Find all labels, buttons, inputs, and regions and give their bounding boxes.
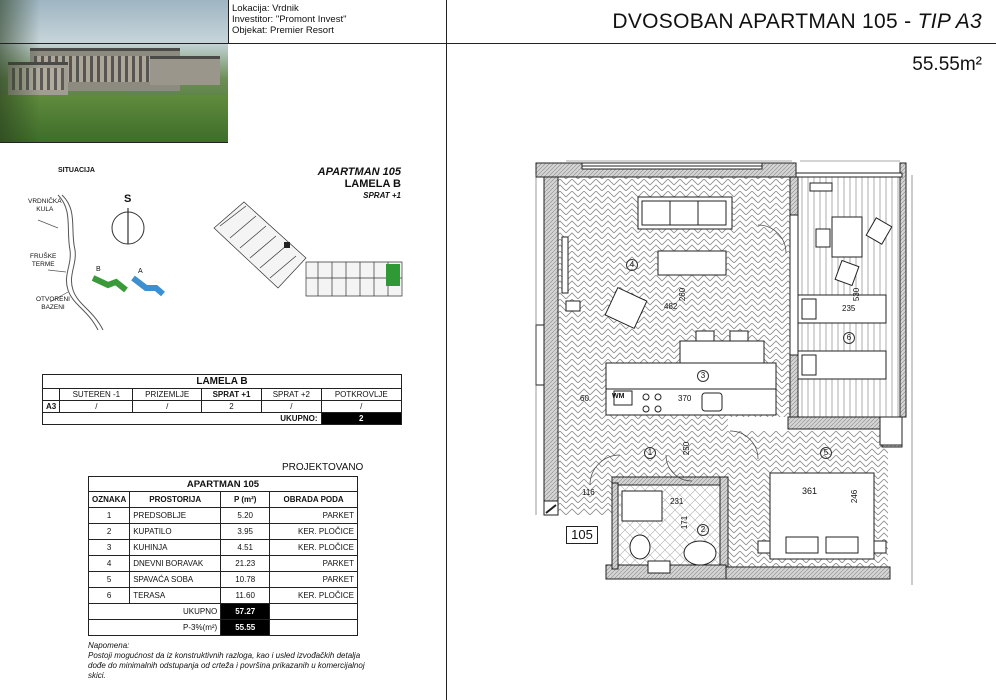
vk1: VRDNIČKA (28, 198, 62, 205)
apartment-highlight (386, 264, 400, 286)
room-oznaka: 1 (89, 508, 130, 524)
dim-370: 370 (678, 394, 692, 403)
page-title (612, 10, 982, 34)
washing-machine-label: WM (612, 393, 625, 400)
title-tip: TIP A3 (917, 10, 982, 33)
room-number-6: 6 (843, 332, 855, 344)
dim-116: 116 (582, 488, 595, 497)
room-name: PREDSOBLJE (130, 508, 221, 524)
room-floor: KER. PLOČICE (270, 540, 358, 556)
lamela-cell-3: 2 (201, 401, 261, 413)
title-main: DVOSOBAN APARTMAN 105 - (612, 10, 918, 33)
lamela-cell-0: A3 (43, 401, 60, 413)
rooms-header-obrada: OBRADA PODA (270, 492, 358, 508)
ft1: FRUŠKE (30, 253, 57, 260)
room-name: TERASA (130, 588, 221, 604)
ob2: BAZENI (41, 304, 65, 311)
lamela-a-shape (133, 278, 163, 294)
lamela-header-5: POTKROVLJE (321, 389, 401, 401)
room-floor: PARKET (270, 508, 358, 524)
lamela-cell-5: / (321, 401, 401, 413)
table-row (89, 524, 358, 540)
room-oznaka: 6 (89, 588, 130, 604)
lamela-header-4: SPRAT +2 (262, 389, 321, 401)
lamela-cell-1: / (60, 401, 133, 413)
room-name: KUHINJA (130, 540, 221, 556)
room-floor: PARKET (270, 556, 358, 572)
apartment-number-tag: 105 (566, 526, 598, 544)
apt-label-line2: LAMELA B (344, 178, 401, 190)
room-name: KUPATILO (130, 524, 221, 540)
rooms-p3-value: 55.55 (221, 620, 270, 636)
lamela-header-0 (43, 389, 60, 401)
dim-361: 361 (802, 486, 818, 496)
rooms-header-oznaka: OZNAKA (89, 492, 130, 508)
room-number-5: 5 (820, 447, 832, 459)
lamela-ukupno-label: UKUPNO: (43, 413, 322, 425)
dim-246: 246 (850, 489, 860, 504)
room-oznaka: 5 (89, 572, 130, 588)
apartment-area: 55.55m² (912, 54, 982, 75)
lamela-table (42, 374, 402, 425)
dim-482: 482 (664, 302, 678, 311)
napomena-text: Postoji mogućnost da iz konstruktivnih razloga, kao i usled izvođačkih detalja dođe do minimalnih odstupanja od crteža i površina prikazanih u komercijalnoj skici. (88, 651, 365, 680)
room-number-1: 1 (644, 447, 656, 459)
room-oznaka: 4 (89, 556, 130, 572)
room-area: 10.78 (221, 572, 270, 588)
dim-260: 260 (678, 287, 688, 302)
napomena (88, 641, 368, 681)
lamela-header-1: SUTEREN -1 (60, 389, 133, 401)
table-row (89, 540, 358, 556)
rooms-ukupno-label: UKUPNO (89, 604, 221, 620)
projektovano-label: PROJEKTOVANO (282, 462, 364, 473)
vrdnicka-kula-label (28, 198, 62, 214)
rooms-header-prostorija: PROSTORIJA (130, 492, 221, 508)
dim-235: 235 (842, 304, 856, 313)
building-render-photo (0, 0, 228, 142)
lamela-header-2: PRIZEMLJE (133, 389, 201, 401)
room-area: 21.23 (221, 556, 270, 572)
objekat-text: Objekat: Premier Resort (232, 25, 334, 36)
room-area: 4.51 (221, 540, 270, 556)
room-number-2: 2 (697, 524, 709, 536)
room-name: DNEVNI BORAVAK (130, 556, 221, 572)
dim-60: 60 (580, 394, 589, 403)
table-row (89, 588, 358, 604)
lamela-b-letter: B (96, 266, 101, 273)
situacija-label: SITUACIJA (58, 167, 95, 174)
ob1: OTVORENI (36, 296, 70, 303)
rooms-table (88, 476, 358, 636)
room-oznaka: 3 (89, 540, 130, 556)
vk2: KULA (36, 206, 54, 213)
room-number-4: 4 (626, 259, 638, 271)
room-name: SPAVAĆA SOBA (130, 572, 221, 588)
lamela-a-letter: A (138, 268, 143, 275)
room-floor: KER. PLOČICE (270, 524, 358, 540)
room-floor: KER. PLOČICE (270, 588, 358, 604)
table-row (89, 556, 358, 572)
room-number-3: 3 (697, 370, 709, 382)
rooms-p3-label: P-3%(m²) (89, 620, 221, 636)
apt-label-line1: APARTMAN 105 (317, 166, 401, 178)
dim-171: 171 (680, 515, 690, 530)
room-area: 11.60 (221, 588, 270, 604)
apartment-label (318, 166, 401, 202)
lamela-b-shape (93, 278, 126, 290)
room-area: 3.95 (221, 524, 270, 540)
apt-label-line3: SPRAT +1 (363, 191, 401, 200)
rooms-header-p: P (m²) (221, 492, 270, 508)
dim-530: 530 (852, 287, 862, 302)
lamela-ukupno-value: 2 (321, 413, 401, 425)
ft2: TERME (31, 261, 55, 268)
floor-plan (530, 155, 930, 585)
investitor-text: Investitor: "Promont Invest" (232, 14, 347, 25)
dim-231: 231 (670, 497, 684, 506)
lamela-header-3: SPRAT +1 (201, 389, 261, 401)
rooms-ukupno-value: 57.27 (221, 604, 270, 620)
lokacija-text: Lokacija: Vrdnik (232, 3, 299, 14)
lamela-cell-2: / (133, 401, 201, 413)
room-oznaka: 2 (89, 524, 130, 540)
lamela-cell-4: / (262, 401, 321, 413)
table-row (89, 508, 358, 524)
room-area: 5.20 (221, 508, 270, 524)
room-floor: PARKET (270, 572, 358, 588)
lamela-table-title: LAMELA B (43, 375, 402, 389)
building-footprint (210, 198, 410, 308)
north-indicator: S (124, 193, 132, 205)
napomena-label: Napomena: (88, 641, 130, 650)
rooms-table-title: APARTMAN 105 (89, 477, 358, 492)
fruske-terme-label (30, 253, 56, 269)
table-row (89, 572, 358, 588)
dim-250: 250 (682, 441, 692, 456)
otvoreni-bazeni-label (36, 296, 70, 312)
